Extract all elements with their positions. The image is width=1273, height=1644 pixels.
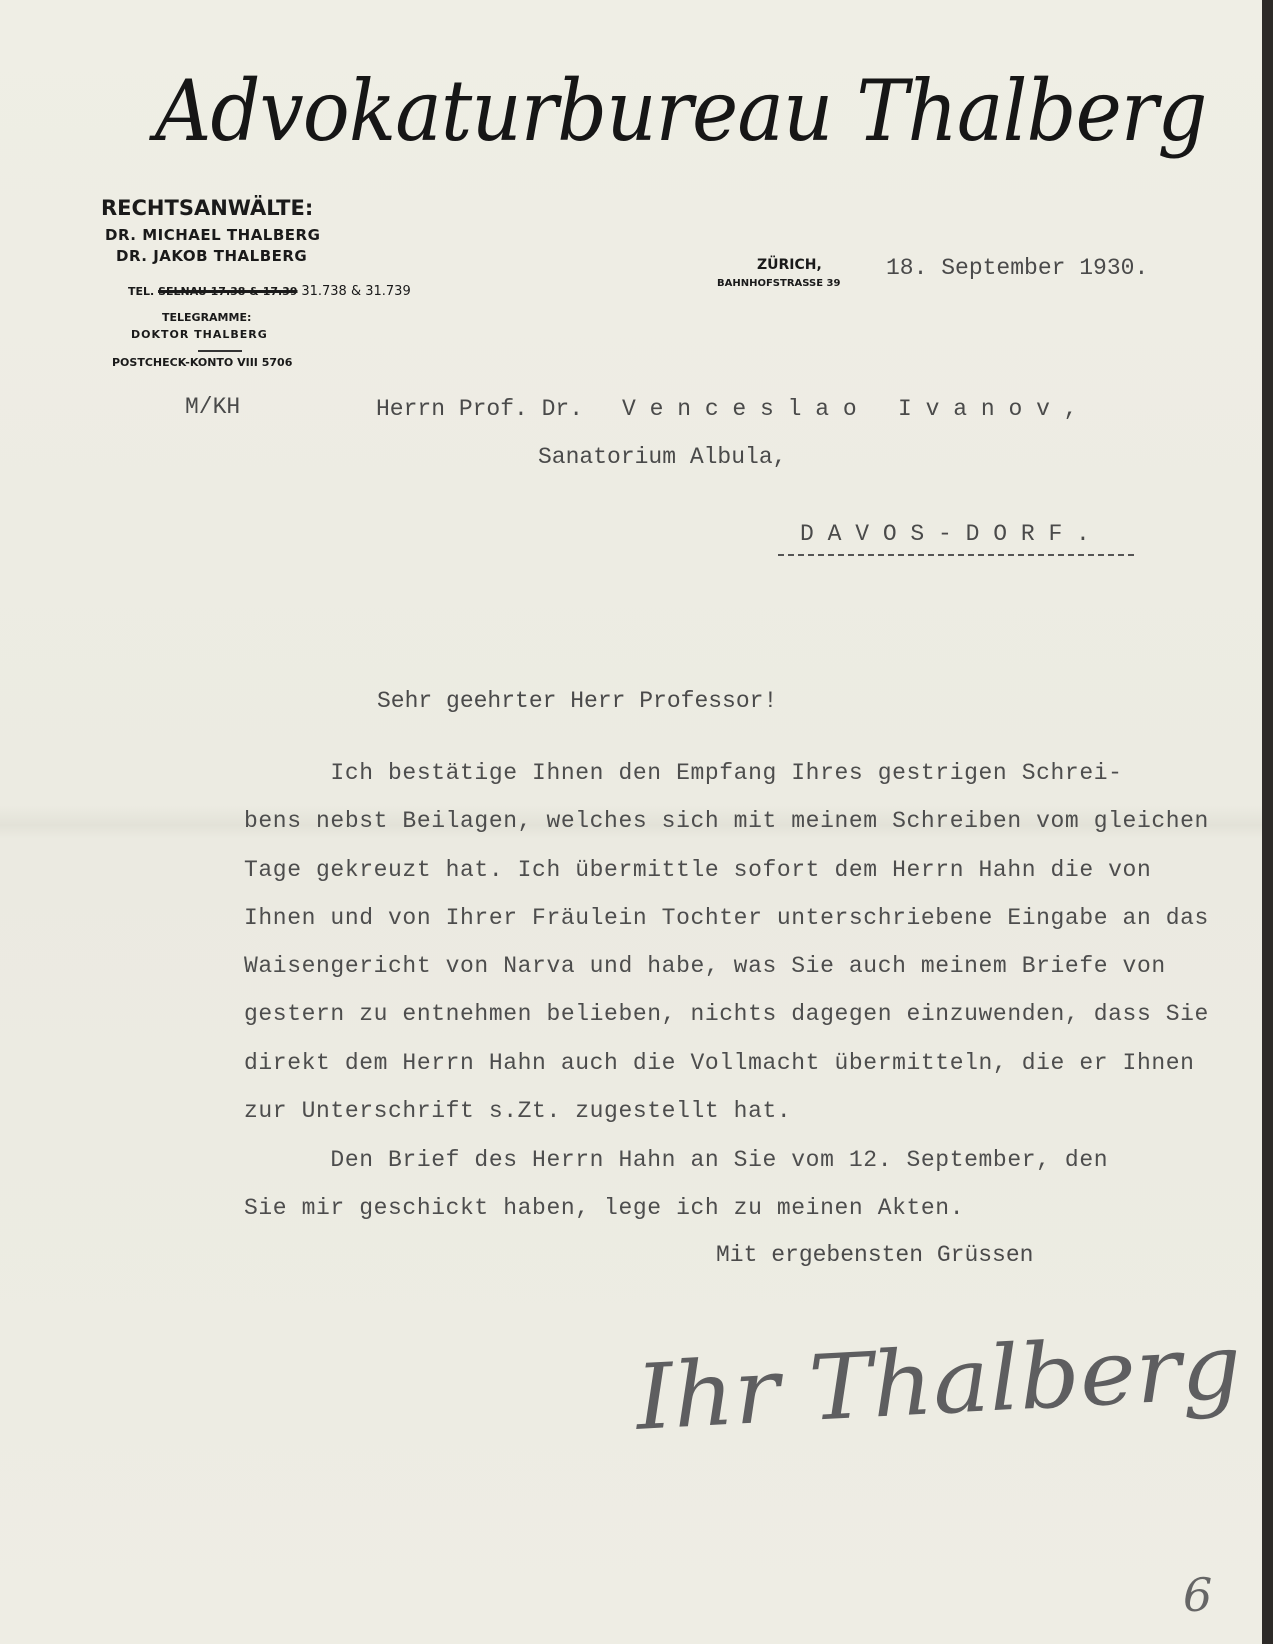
body-line: gestern zu entnehmen belieben, nichts dagegen einzuwenden, dass Sie [244, 1001, 1209, 1027]
body-line: Tage gekreuzt hat. Ich übermittle sofort dem Herrn Hahn die von [244, 857, 1152, 883]
handwritten-signature: Ihr Thalberg [633, 1314, 1244, 1451]
letterhead-heading: RECHTSANWÄLTE: [101, 196, 314, 220]
underline [778, 554, 1134, 556]
recipient-city: D A V O S - D O R F . [800, 521, 1090, 547]
body-line: Ihnen und von Ihrer Fräulein Tochter unterschriebene Eingabe an das [244, 905, 1209, 931]
telegram-address: DOKTOR THALBERG [131, 328, 268, 341]
body-line: Den Brief des Herrn Hahn an Sie vom 12. September, den [244, 1147, 1109, 1173]
divider [198, 350, 242, 352]
page-number: 6 [1183, 1568, 1213, 1622]
tel-label: TEL. [128, 285, 155, 298]
body-line: Sie mir geschickt haben, lege ich zu meinen Akten. [244, 1195, 965, 1221]
firm-name: Advokaturbureau Thalberg [155, 62, 1207, 160]
closing: Mit ergebensten Grüssen [716, 1242, 1034, 1268]
recipient-address: Sanatorium Albula, [538, 444, 787, 470]
recipient-name: V e n c e s l a o I v a n o v , [622, 396, 1078, 422]
lawyer-name: DR. JAKOB THALBERG [116, 247, 308, 265]
body-line: zur Unterschrift s.Zt. zugestellt hat. [244, 1098, 792, 1124]
lawyer-name: DR. MICHAEL THALBERG [105, 226, 321, 244]
tel-numbers: 31.738 & 31.739 [301, 284, 411, 299]
tel-struck-numbers: SELNAU 17.38 & 17.39 [158, 285, 298, 298]
body-line: Ich bestätige Ihnen den Empfang Ihres gestrigen Schrei- [244, 760, 1123, 786]
body-line: Waisengericht von Narva und habe, was Sie auch meinem Briefe von [244, 953, 1166, 979]
letter-date: 18. September 1930. [886, 255, 1149, 281]
street: BAHNHOFSTRASSE 39 [717, 278, 841, 289]
salutation: Sehr geehrter Herr Professor! [377, 688, 778, 714]
body-line: direkt dem Herrn Hahn auch die Vollmacht übermitteln, die er Ihnen [244, 1050, 1195, 1076]
telegram-label: TELEGRAMME: [162, 311, 252, 324]
postcheck-account: POSTCHECK-KONTO VIII 5706 [112, 356, 293, 369]
recipient-title: Herrn Prof. Dr. [376, 396, 584, 422]
city: ZÜRICH, [757, 257, 822, 273]
scan-edge [1262, 0, 1273, 1644]
body-line: bens nebst Beilagen, welches sich mit meinem Schreiben vom gleichen [244, 808, 1209, 834]
reference-initials: M/KH [185, 394, 241, 420]
telephone-line [128, 284, 411, 299]
